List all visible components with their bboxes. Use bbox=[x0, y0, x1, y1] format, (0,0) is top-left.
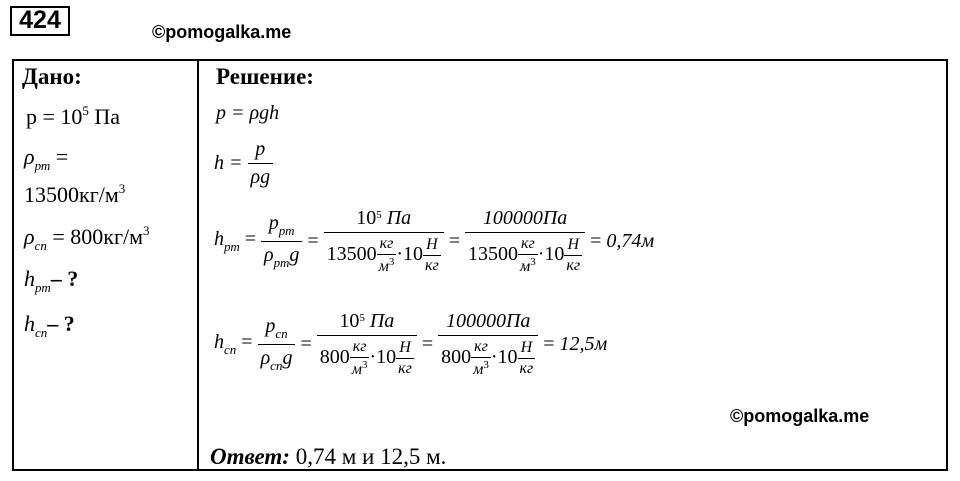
column-divider bbox=[197, 59, 199, 471]
watermark-top: ©pomogalka.me bbox=[152, 22, 292, 42]
given-rho-alcohol: $\rho_{сп} = 800кг/м^3$ bbox=[24, 223, 150, 253]
given-pressure: $p = 10^5$ Па bbox=[26, 103, 121, 129]
formula-pressure: p = ρgh bbox=[216, 102, 280, 124]
given-rho-mercury: $\rho_{рт}$ = bbox=[24, 144, 69, 173]
given-heading: Дано: bbox=[22, 64, 82, 89]
equation-mercury: $h_{рт}$ = $\frac{p_{рт}}{\rho_{рт}g}$ = $10^5$ Па 13500 $\frac{кг}{м^3}$ ·10 $\frac{Н}{кг}$ = 100000Па 13500 $\frac{кг}{м^3}$ ·10 $\frac{Н}{кг}$ = 0,74м bbox=[214, 207, 655, 275]
answer: Ответ: 0,74 м и 12,5 м. bbox=[210, 444, 447, 469]
solution-heading: Решение: bbox=[216, 64, 314, 89]
problem-number: 424 bbox=[10, 6, 70, 36]
given-rho-mercury-value: $13500кг/м^3$ bbox=[24, 181, 126, 207]
equation-alcohol: $h_{сп}$ = $\frac{p_{сп}}{\rho_{сп}g}$ = $10^5$ Па 800 $\frac{кг}{м^3}$ ·10 $\frac{Н}{кг}$ = 100000Па 800 $\frac{кг}{м^3}$ ·10 $\frac{Н}{кг}$ = 12,5м bbox=[214, 310, 608, 378]
formula-height: h = $\frac{p}{\rho g}$ bbox=[214, 138, 273, 189]
watermark-bottom: ©pomogalka.me bbox=[730, 406, 870, 426]
find-h-alcohol: $h_{сп}-$ ? bbox=[24, 311, 75, 340]
find-h-mercury: $h_{рт}-$ ? bbox=[24, 266, 79, 295]
